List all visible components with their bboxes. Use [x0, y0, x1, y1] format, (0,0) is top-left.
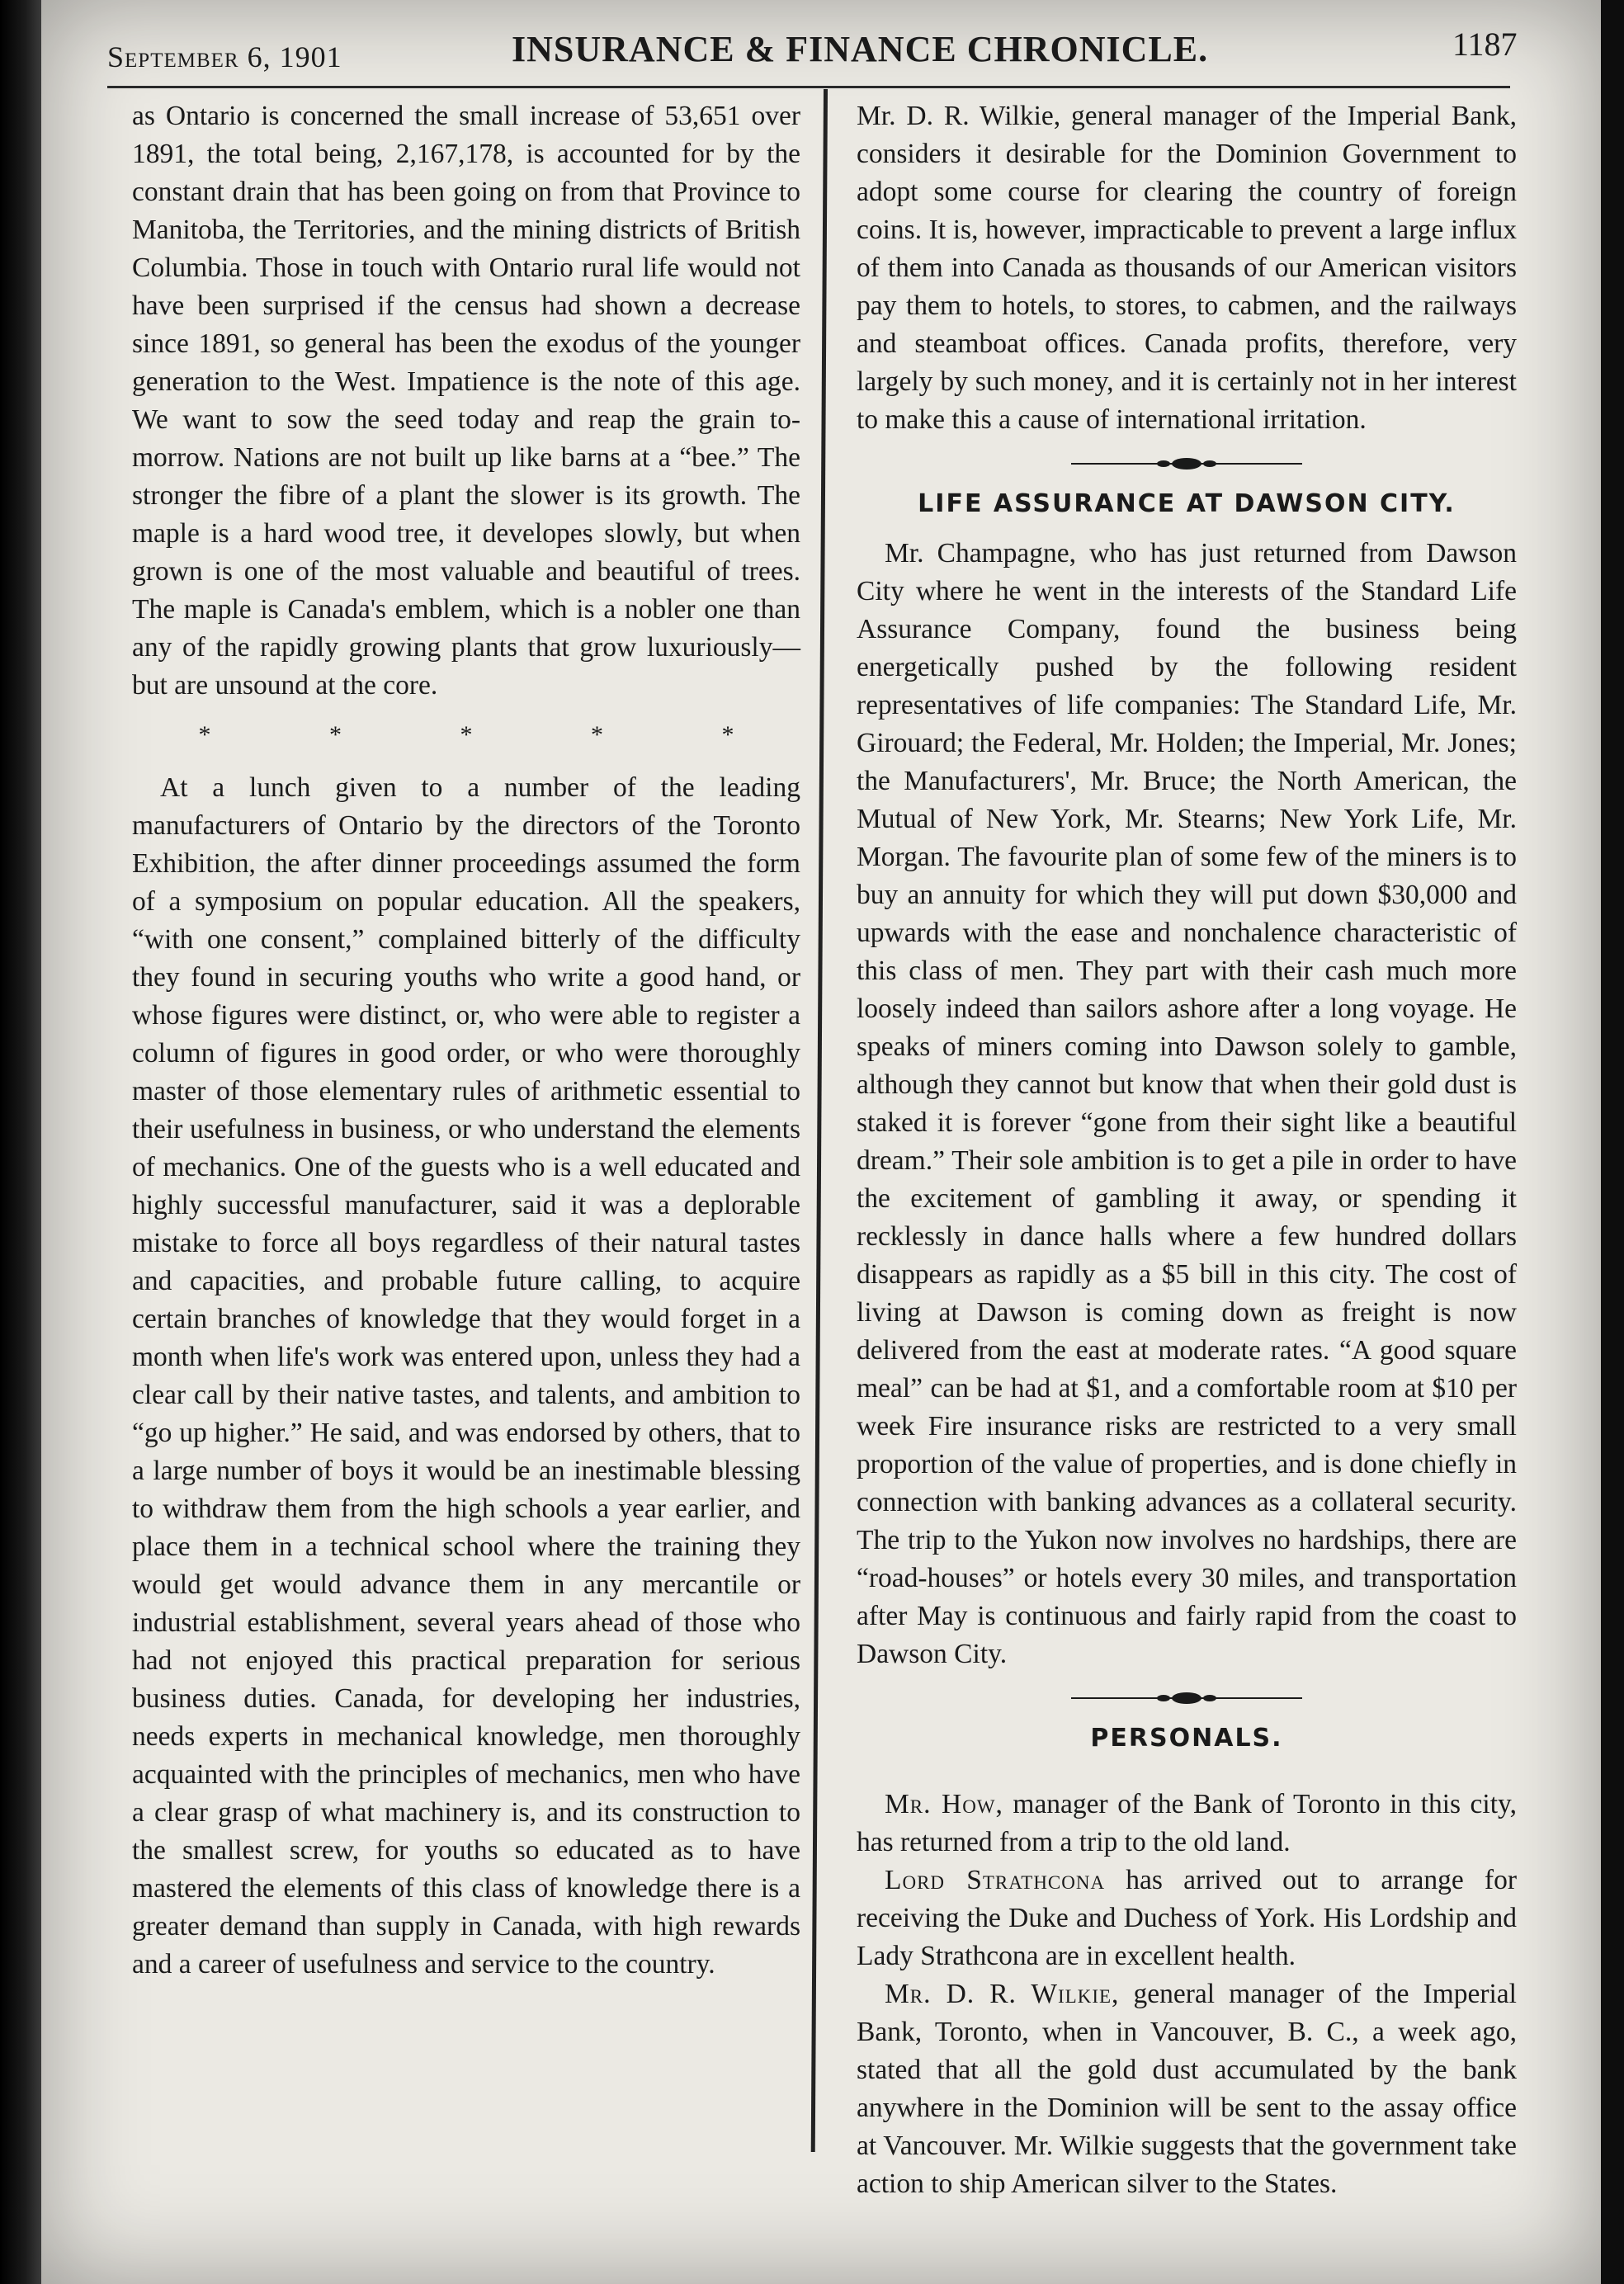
page-header	[107, 25, 1518, 83]
personal-text: has arrived out to arrange for receiving the Duke and Duchess of York. His Lordship and Lady Strathcona are in excellent health.	[857, 1865, 1517, 1971]
personal-text: manager of the Bank of Toronto in this city, has returned from a trip to the old land.	[857, 1789, 1517, 1857]
scan-edge	[0, 0, 41, 2284]
personal-name: Mr. D. R. Wilkie,	[885, 1979, 1120, 2009]
right-column	[857, 97, 1517, 2203]
personal-text: general manager of the Imperial Bank, Toronto, when in Vancouver, B. C., a week ago, stated that all the gold dust accumulated by the bank anywhere in the Dominion will be sent to the assay office at Vancouver. Mr. Wilkie suggests that the government take action to ship American silver to the States.	[857, 1979, 1517, 2199]
article-paragraph: At a lunch given to a number of the leading manufacturers of Ontario by the directors of the Toronto Exhibition, the after dinner proceedings assumed the form of a symposium on popular education. All the speakers, “with one consent,” complained bitterly of the difficulty they found in securing youths who write a good hand, or whose figures were distinct, or, who were able to register a column of figures in good order, or who were thoroughly master of those elementary rules of arithmetic essential to their usefulness in business, or who understand the elements of mechanics. One of the guests who is a well educated and highly successful manufacturer, said it was a deplorable mistake to force all boys regardless of their natural tastes and capacities, and probable future calling, to acquire certain branches of knowledge that they would forget in a month when life's work was entered upon, unless they had a clear call by their native tastes, and talents, and ambition to “go up higher.” He said, and was endorsed by others, that to a large number of boys it would be an inestimable blessing to withdraw them from the high schools a year earlier, and place them in a technical school where the training they would get would advance them in any mercantile or industrial establishment, several years ahead of those who had not enjoyed this practical preparation for serious business duties. Canada, for developing her industries, needs experts in mechanical knowledge, men thoroughly acquainted with the principles of mechanics, men who have a clear grasp of what machinery is, and its construction to the smallest screw, for youths so educated as to have mastered the elements of this class of knowledge there is a greater demand than supply in Canada, with high rewards and a career of usefulness and service to the country.	[132, 772, 800, 1980]
personal-name: Lord Strathcona	[885, 1865, 1106, 1895]
section-heading: PERSONALS.	[1090, 1724, 1283, 1753]
newspaper-page	[41, 0, 1601, 2284]
section-separator: * * * * *	[198, 721, 791, 748]
personal-name: Mr. How,	[885, 1789, 1003, 1819]
publication-title: INSURANCE & FINANCE CHRONICLE.	[512, 29, 1209, 69]
article-paragraph: Mr. Champagne, who has just returned from Dawson City where he went in the interests of the Standard Life Assurance Company, found the business being energetically pushed by the following resident representatives of life companies: The Standard Life, Mr. Girouard; the Federal, Mr. Holden; the Imperial, Mr. Jones; the Manufacturers', Mr. Bruce; the North American, the Mutual of New York, Mr. Stearns; New York Life, Mr. Morgan. The favourite plan of some few of the miners is to buy an annuity for which they will put down $30,000 and upwards with the ease and nonchalence characteristic of this class of men. They part with their cash much more loosely indeed than sailors ashore after a long voyage. He speaks of miners coming into Dawson solely to gamble, although they cannot but know that when their gold dust is staked it is forever “gone from their sight like a beautiful dream.” Their sole ambition is to get a pile in order to have the excitement of gambling it away, or spending it recklessly in dance halls where a few hundred dollars disappears as rapidly as a $5 bill in this city. The cost of living at Dawson is coming down as freight is now delivered from the east at moderate rates. “A good square meal” can be had at $1, and a comfortable room at $10 per week Fire insurance risks are restricted to a very small proportion of the value of properties, and is done chiefly in connection with banking advances as a collateral security. The trip to the Yukon now involves no hardships, there are “road-houses” or hotels every 30 miles, and transportation after May is continuous and fairly rapid from the coast to Dawson City.	[857, 538, 1517, 1669]
personal-item	[857, 1975, 1517, 2203]
ornamental-divider	[857, 1688, 1517, 1708]
section-heading: LIFE ASSURANCE AT DAWSON CITY.	[918, 489, 1456, 518]
personal-item	[857, 1862, 1517, 1975]
article-paragraph: as Ontario is concerned the small increase of 53,651 over 1891, the total being, 2,167,178, is accounted for by the constant drain that has been going on from that Province to Manitoba, the Territories, and the mining districts of British Columbia. Those in touch with Ontario rural life would not have been surprised if the census had shown a decrease since 1891, so general has been the exodus of the younger generation to the West. Impatience is the note of this age. We want to sow the seed today and reap the grain to-morrow. Nations are not built up like barns at a “bee.” The stronger the fibre of a plant the slower is its growth. The maple is a hard wood tree, it developes slowly, but when grown is one of the most valuable and beautiful of trees. The maple is Canada's emblem, which is a nobler one than any of the rapidly growing plants that grow luxuriously—but are unsound at the core.	[132, 101, 800, 701]
spacer	[857, 1769, 1517, 1786]
ornament-icon	[1071, 1690, 1302, 1706]
ornamental-divider	[857, 454, 1517, 474]
left-column	[132, 97, 800, 1984]
article-paragraph: Mr. D. R. Wilkie, general manager of the Imperial Bank, considers it desirable for the Dominion Government to adopt some course for clearing the country of foreign coins. It is, however, impracticable to prevent a large influx of them into Canada as thousands of our American visitors pay them to hotels, to stores, to cabmen, and the railways and steamboat offices. Canada profits, therefore, very largely by such money, and it is certainly not in her interest to make this a cause of international irritation.	[857, 101, 1517, 435]
column-divider	[811, 89, 828, 2152]
ornament-icon	[1071, 455, 1302, 472]
personal-item	[857, 1786, 1517, 1862]
header-rule	[107, 86, 1510, 88]
page-number: 1187	[1452, 26, 1518, 63]
header-date: September 6, 1901	[107, 40, 342, 73]
